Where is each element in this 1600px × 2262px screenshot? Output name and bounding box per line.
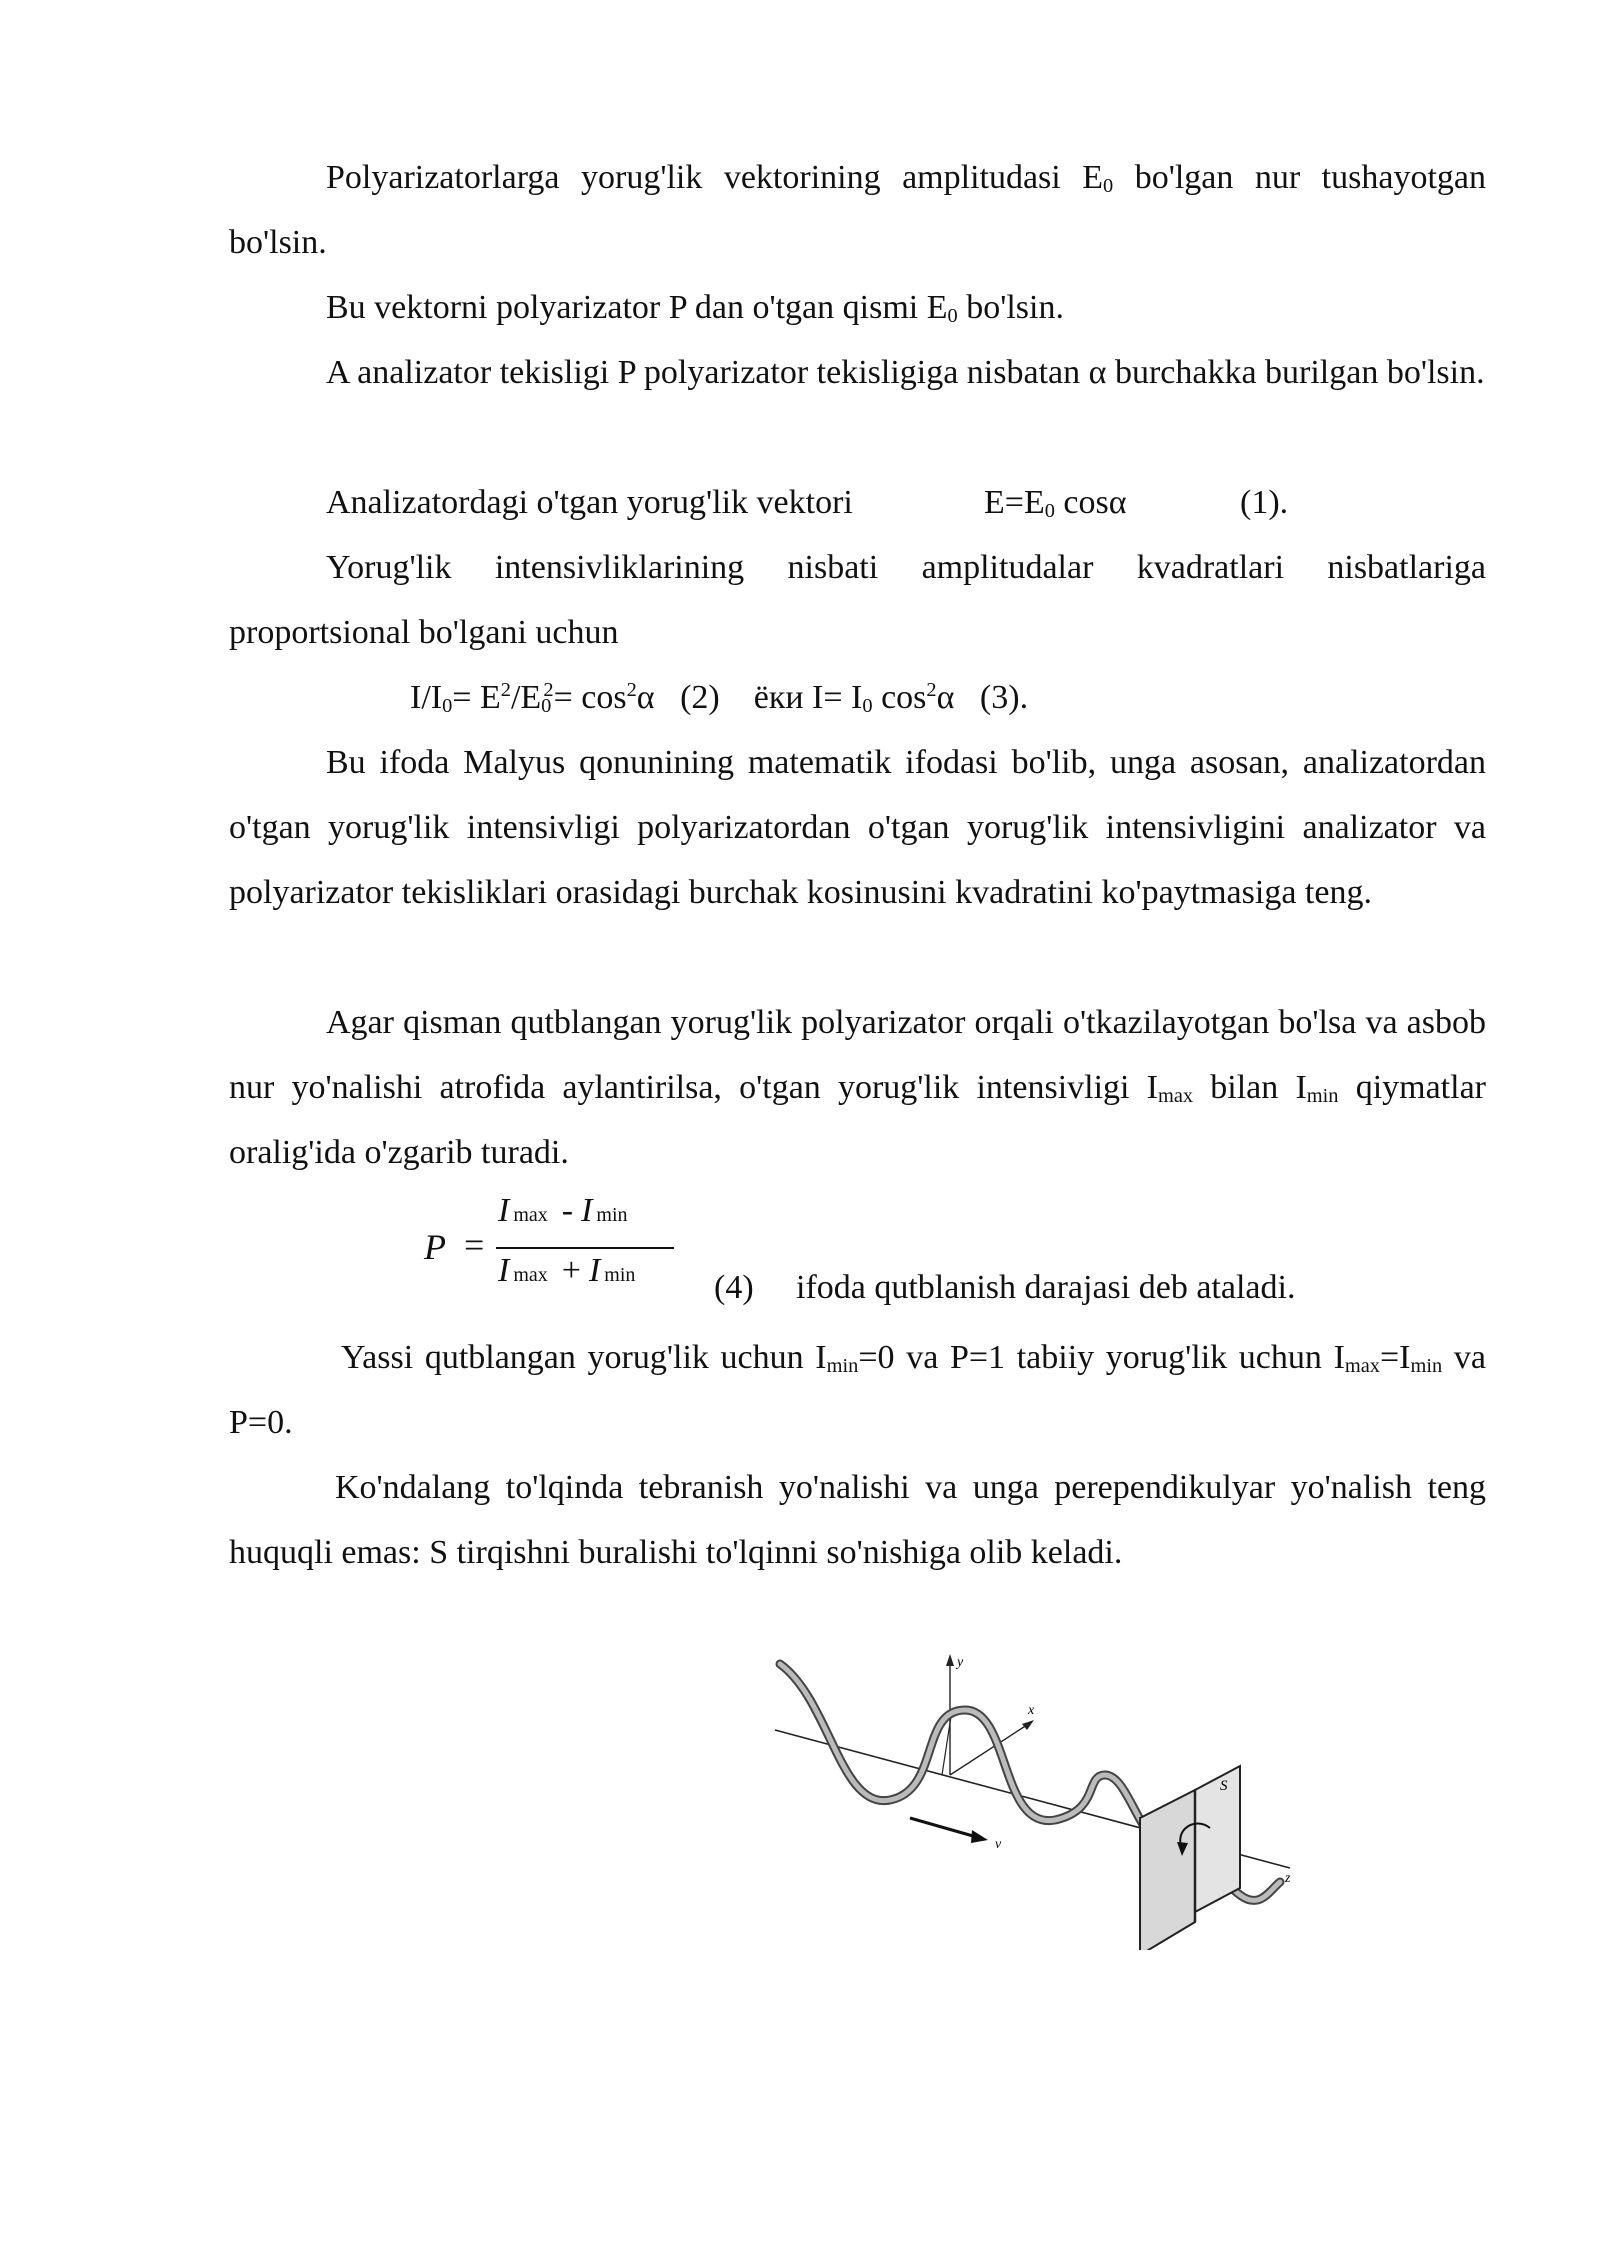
paragraph-7 (229, 990, 1486, 1185)
y-axis-label: y (957, 1655, 964, 1670)
num-i2: I (581, 1192, 593, 1229)
fraction-bar (496, 1247, 674, 1249)
equation-1-number: (1). (1240, 484, 1289, 521)
equation-4-text: ifoda qutblanish darajasi deb ataladi. (796, 1269, 1296, 1306)
slit-plate-left (1140, 1790, 1195, 1950)
den-min: min (604, 1264, 636, 1286)
slit-plate-right (1195, 1766, 1240, 1912)
eq1-subscript: 0 (1044, 500, 1055, 522)
paragraph-2 (229, 275, 1486, 340)
num-max: max (513, 1204, 548, 1226)
eq2-part-a: I/I (410, 679, 443, 716)
den-i1: I (498, 1252, 510, 1289)
x-axis-arrowhead (1022, 1720, 1034, 1730)
paragraph-10: Ko'ndalang to'lqinda tebranish yo'nalishi va unga perependikulyar yo'nalish teng huquqli emas: S tirqishni buralishi to'lqinni so'nishiga olib keladi. (229, 1469, 1486, 1571)
eq2-part-b: = E (452, 679, 501, 716)
z-axis-label: z (1285, 1871, 1291, 1886)
eq2-part-e: α (2) ёки I= I (636, 679, 863, 716)
p9-text-a: Yassi qutblangan yorug'lik uchun I (341, 1339, 827, 1376)
num-minus: - (561, 1192, 574, 1229)
eq2-sup-2: 2 (543, 679, 554, 701)
p9-text-c: =I (1380, 1339, 1411, 1376)
y-axis-arrowhead (946, 1654, 954, 1666)
eq2-sub-3: 0 (862, 695, 873, 717)
p9-sub-max: max (1344, 1355, 1380, 1377)
p4-text: Analizatordagi o'tgan yorug'lik vektori (326, 484, 853, 521)
den-i2: I (588, 1252, 601, 1289)
p7-text-a: Agar qisman qutblangan yorug'lik polyarizator orqali o'tkazilayotgan bo'lsa va asbob nur yo'nalishi atrofida aylantirilsa, o'tgan yorug'lik intensivligi I (229, 1004, 1486, 1106)
eq2-part-d: = cos (553, 679, 627, 716)
paragraph-9 (229, 1325, 1486, 1455)
p1-text-b: bo'lgan nur tushayotgan bo'lsin. (229, 159, 1486, 261)
eq2-sup-3: 2 (626, 679, 637, 701)
paragraph-5: Yorug'lik intensivliklarining nisbati amplitudalar kvadratlari nisbatlariga proportsional bo'lgani uchun (229, 549, 1486, 651)
velocity-arrowhead (971, 1830, 988, 1843)
p2-text-a: Bu vektorni polyarizator P dan o'tgan qismi E (326, 289, 948, 326)
p9-text-d: va P=0. (229, 1339, 1486, 1441)
paragraph-6: Bu ifoda Malyus qonunining matematik ifodasi bo'lib, unga asosan, analizatordan o'tgan yorug'lik intensivligi polyarizatordan o'tgan yorug'lik intensivligini analizator va polyarizator tekisliklari orasidagi burchak kosinusini kvadratini ko'paytmasiga teng. (229, 744, 1486, 911)
x-axis-label: x (1028, 1703, 1035, 1718)
p2-text-b: bo'lsin. (957, 289, 1064, 326)
eq1-text-b: cosα (1054, 484, 1127, 521)
equation-4-number: (4) (714, 1269, 754, 1306)
eq2-part-f: cos (872, 679, 927, 716)
den-max: max (513, 1264, 548, 1286)
paragraph-1 (229, 145, 1486, 275)
paragraph-3 (229, 340, 1486, 405)
equation-2-3 (410, 678, 1028, 718)
formula-lhs: P (424, 1227, 446, 1267)
den-plus: + (561, 1252, 581, 1289)
p7-text-b: bilan I (1193, 1069, 1307, 1106)
p7-text-c: qiymatlar oralig'ida o'zgarib turadi. (229, 1069, 1486, 1171)
polarization-degree-formula (420, 1192, 720, 1302)
p1-text-a: Polyarizatorlarga yorug'lik vektorining amplitudasi E (326, 159, 1103, 196)
eq2-part-g: α (3). (936, 679, 1029, 716)
eq2-sub-2: 0 (541, 695, 552, 717)
p3-text-b: burchakka burilgan bo'lsin. (1106, 354, 1485, 391)
slit-label: S (1220, 1778, 1228, 1794)
p3-text-a: A analizator tekisligi P polyarizator tekisligiga nisbatan (326, 354, 1089, 391)
transverse-wave-figure (770, 1650, 1310, 1950)
velocity-arrow-line (910, 1818, 980, 1838)
p7-sub-min: min (1306, 1085, 1339, 1107)
p7-sub-max: max (1158, 1085, 1194, 1107)
velocity-label: v (995, 1837, 1002, 1852)
eq2-sub-1: 0 (442, 695, 453, 717)
num-min: min (596, 1204, 628, 1226)
formula-denominator (498, 1252, 641, 1290)
eq2-part-c: /E (510, 679, 542, 716)
formula-equals: = (464, 1225, 485, 1265)
eq2-sup-1: 2 (500, 679, 511, 701)
equation-1 (984, 483, 1127, 523)
p9-sub-min: min (826, 1355, 859, 1377)
formula-numerator (498, 1192, 634, 1230)
eq2-sup-4: 2 (926, 679, 937, 701)
p3-alpha-symbol: α (1088, 354, 1107, 391)
p9-text-b: =0 va P=1 tabiiy yorug'lik uchun I (858, 1339, 1345, 1376)
eq1-text-a: E=E (984, 484, 1045, 521)
num-i1: I (498, 1192, 510, 1229)
p1-subscript: 0 (1103, 175, 1114, 197)
p2-subscript: 0 (947, 305, 958, 327)
p9-sub-min-2: min (1410, 1355, 1443, 1377)
